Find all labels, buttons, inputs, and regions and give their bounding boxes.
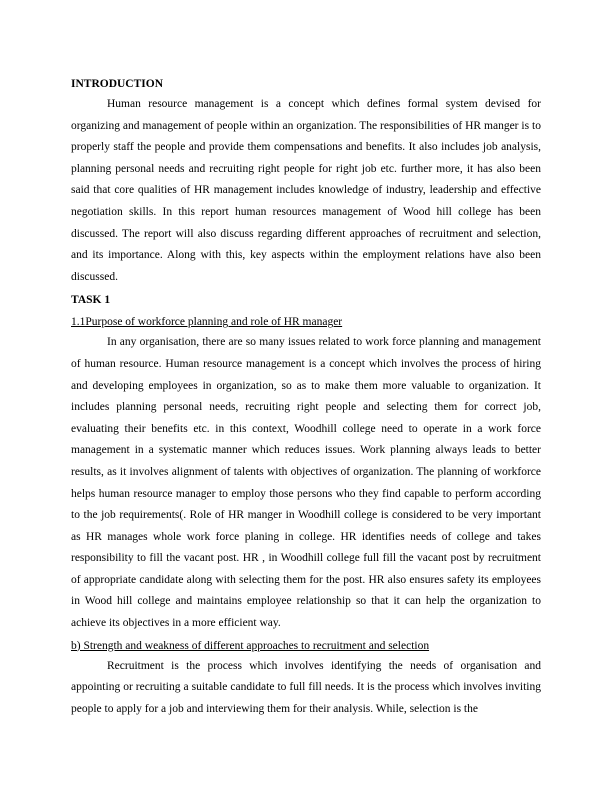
introduction-paragraph: Human resource management is a concept which defines formal system devised for organizing and management of people within an organization. The responsibilities of HR manger is to properly staff the people and provide them compensations and benefits. It also includes job analysis, planning personal needs and recruiting right people for right job etc. further more, it has also been said that core qualities of HR management includes knowledge of industry, leadership and effective negotiation skills. In this report human resources management of Wood hill college has been discussed. The report will also discuss regarding different approaches of recruitment and selection, and its importance. Along with this, key aspects within the employment relations have also been discussed. xyxy=(71,98,541,283)
section-b-paragraph: Recruitment is the process which involves identifying the needs of organisation and appointing or recruiting a suitable candidate to full fill needs. It is the process which involves inviting people to apply for a job and interviewing them for their analysis. While, selection is the xyxy=(71,659,541,715)
section-1-1-title: 1.1Purpose of workforce planning and role of HR manager xyxy=(71,316,343,329)
introduction-heading: INTRODUCTION xyxy=(71,78,164,90)
section-b-title: b) Strength and weakness of different approaches to recruitment and selection xyxy=(71,639,430,652)
task1-heading: TASK 1 xyxy=(71,294,111,307)
document-page xyxy=(71,76,541,720)
section-1-1-paragraph: In any organisation, there are so many issues related to work force planning and management of human resource. Human resource management is a concept which involves the process of hiring and developing employees in organization, so as to make them more valuable to organization. It includes planning personal needs, recruiting right people and selecting them for correct job, evaluating their benefits etc. in this context, Woodhill college need to operate in a work force management in a systematic manner which reduces issues. Work planning always leads to better results, as it involves alignment of talents with objectives of organization. The planning of workforce helps human resource manager to employ those persons who they find capable to perform according to the job requirements(. Role of HR manger in Woodhill college is considered to be very important as HR manages whole work force planing in college. HR identifies needs of college and takes responsibility to fill the vacant post. HR , in Woodhill college full fill the vacant post by recruitment of appropriate candidate along with selecting them for the post. HR also ensures safety its employees in Wood hill college and maintains employee relationship so that it can help the organization to achieve its objectives in a more efficient way. xyxy=(71,336,541,630)
